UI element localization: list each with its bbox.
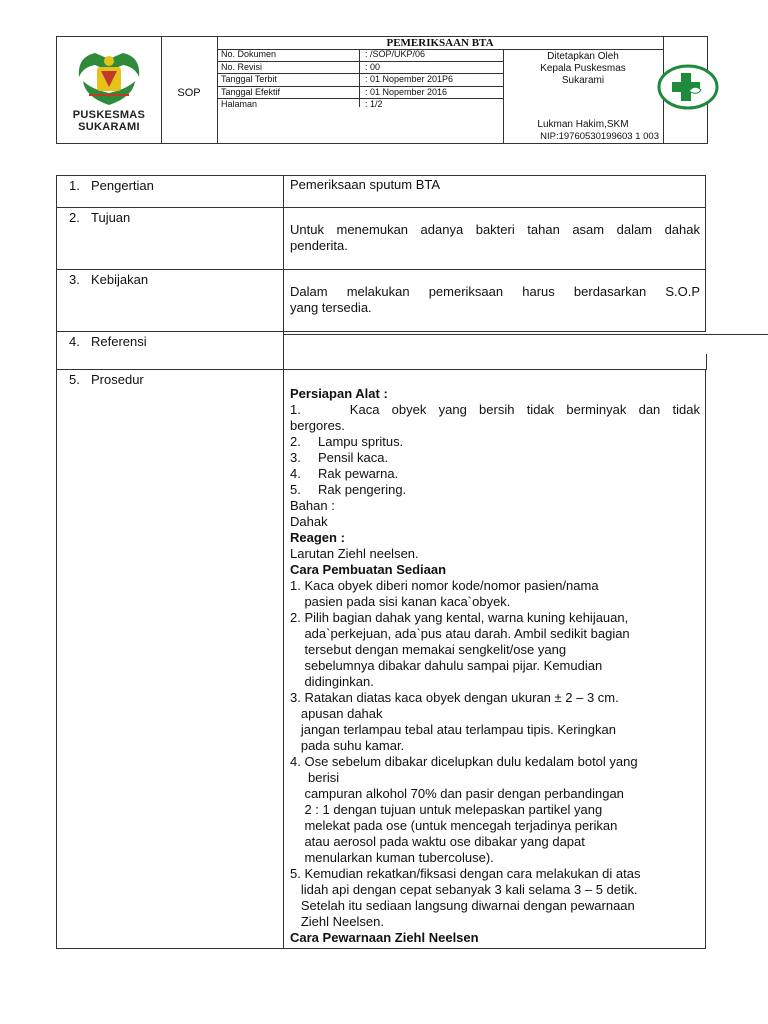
section-row-pengertian [56,175,706,207]
alat-item: 5. Rak pengering. [290,482,407,497]
section-row-prosedur [56,369,706,949]
approval-nip: NIP:19760530199603 1 003 [540,131,659,142]
section-row-kebijakan [56,269,706,331]
cara-line: menularkan kuman tubercoluse). [290,850,494,865]
tujuan-line2: penderita. [290,238,348,253]
cara-line: 2. Pilih bagian dahak yang kental, warna kuning kehijauan, [290,610,629,625]
alat-item: 2. Lampu spritus. [290,434,404,449]
cara-line: atau aerosol pada waktu ose dibakar yang dapat [290,834,585,849]
cara-line: tersebut dengan memakai sengkelit/ose yang [290,642,567,657]
info-key: Tanggal Terbit [221,74,277,84]
section-row-tujuan [56,207,706,269]
info-value: : 1/2 [365,99,383,109]
info-value: : 00 [365,61,381,72]
info-key: No. Revisi [221,61,263,72]
section-label: 4. Referensi [69,334,147,349]
prosedur-content [284,370,706,948]
alat-title: Persiapan Alat : [290,386,388,401]
alat-item: 4. Rak pewarna. [290,466,399,481]
section-label: 2. Tujuan [69,210,131,225]
kebijakan-line2: yang tersedia. [290,300,372,315]
alat-item-1: 1. Kaca obyek yang bersih tidak berminyak dan tidak [290,402,700,417]
cara-line: 5. Kemudian rekatkan/fiksasi dengan cara melakukan di atas [290,866,641,881]
cara-line: Setelah itu sediaan langsung diwarnai dengan pewarnaan [290,898,635,913]
pewarnaan-title: Cara Pewarnaan Ziehl Neelsen [290,930,479,945]
kebijakan-line1: Dalam melakukan pemeriksaan harus berdasarkan S.O.P [290,284,700,299]
cara-title: Cara Pembuatan Sediaan [290,562,447,577]
health-cross-icon [657,64,719,110]
approval-line2: Kepala Puskesmas [540,63,626,74]
reagen-title: Reagen : [290,530,345,545]
bahan-label: Bahan : [290,498,335,513]
cara-line: pada suhu kamar. [290,738,405,753]
cara-line: jangan terlampau tebal atau terlampau tipis. Keringkan [290,722,616,737]
cara-line: berisi [290,770,340,785]
cara-line: 2 : 1 dengan tujuan untuk melepaskan partikel yang [290,802,603,817]
info-row [217,49,503,62]
bahan-value: Dahak [290,514,328,529]
cross-logo-cell [663,37,707,143]
info-value: : /SOP/UKP/06 [365,49,426,59]
info-row [217,99,503,111]
cara-line: 4. Ose sebelum dibakar dicelupkan dulu kedalam botol yang [290,754,638,769]
section-label: 3. Kebijakan [69,272,149,287]
alat-item-1-cont: bergores. [290,418,345,433]
document-header [56,36,708,144]
sop-label: SOP [177,87,201,99]
puskesmas-logo-icon [75,47,143,109]
reagen-value: Larutan Ziehl neelsen. [290,546,419,561]
cara-line: melekat pada ose (untuk mencegah terjadinya perikan [290,818,618,833]
cara-line: didinginkan. [290,674,374,689]
tujuan-line1: Untuk menemukan adanya bakteri tahan asam dalam dahak [290,222,700,237]
logo-text-line2: SUKARAMI [78,121,140,133]
cara-line: 3. Ratakan diatas kaca obyek dengan ukuran ± 2 – 3 cm. [290,690,619,705]
info-key: Tanggal Efektif [221,86,281,97]
section-row-referensi [56,331,706,369]
info-key: No. Dokumen [221,49,277,59]
logo-text-line1: PUSKESMAS [72,109,146,121]
approval-line3: Sukarami [561,75,605,86]
cara-line: pasien pada sisi kanan kaca`obyek. [290,594,511,609]
approval-line1: Ditetapkan Oleh [547,51,619,62]
document-title: PEMERIKSAAN BTA [217,37,663,50]
pengertian-text: Pemeriksaan sputum BTA [290,177,441,192]
cara-line: Ziehl Neelsen. [290,914,384,929]
info-row [217,87,503,100]
approval-name: Lukman Hakim,SKM [537,119,629,130]
info-value: : 01 Nopember 2016 [365,86,448,97]
info-key: Halaman [221,99,258,109]
section-label: 5. Prosedur [69,372,144,387]
logo-cell [57,37,161,143]
cara-line: 1. Kaca obyek diberi nomor kode/nomor pasien/nama [290,578,599,593]
alat-item: 3. Pensil kaca. [290,450,389,465]
cara-line: sebelumnya dibakar dahulu sampai pijar. Kemudian [290,658,603,673]
info-row [217,74,503,87]
info-row [217,62,503,75]
document-info-grid [217,49,503,111]
approval-block [503,49,663,143]
cara-line: lidah api dengan cepat sebanyak 3 kali selama 3 – 5 detik. [290,882,638,897]
info-value: : 01 Nopember 201P6 [365,74,454,84]
cara-line: ada`perkejuan, ada`pus atau darah. Ambil sedikit bagian [290,626,630,641]
cara-line: apusan dahak [290,706,383,721]
section-label: 1. Pengertian [69,178,154,193]
cara-line: campuran alkohol 70% dan pasir dengan perbandingan [290,786,624,801]
